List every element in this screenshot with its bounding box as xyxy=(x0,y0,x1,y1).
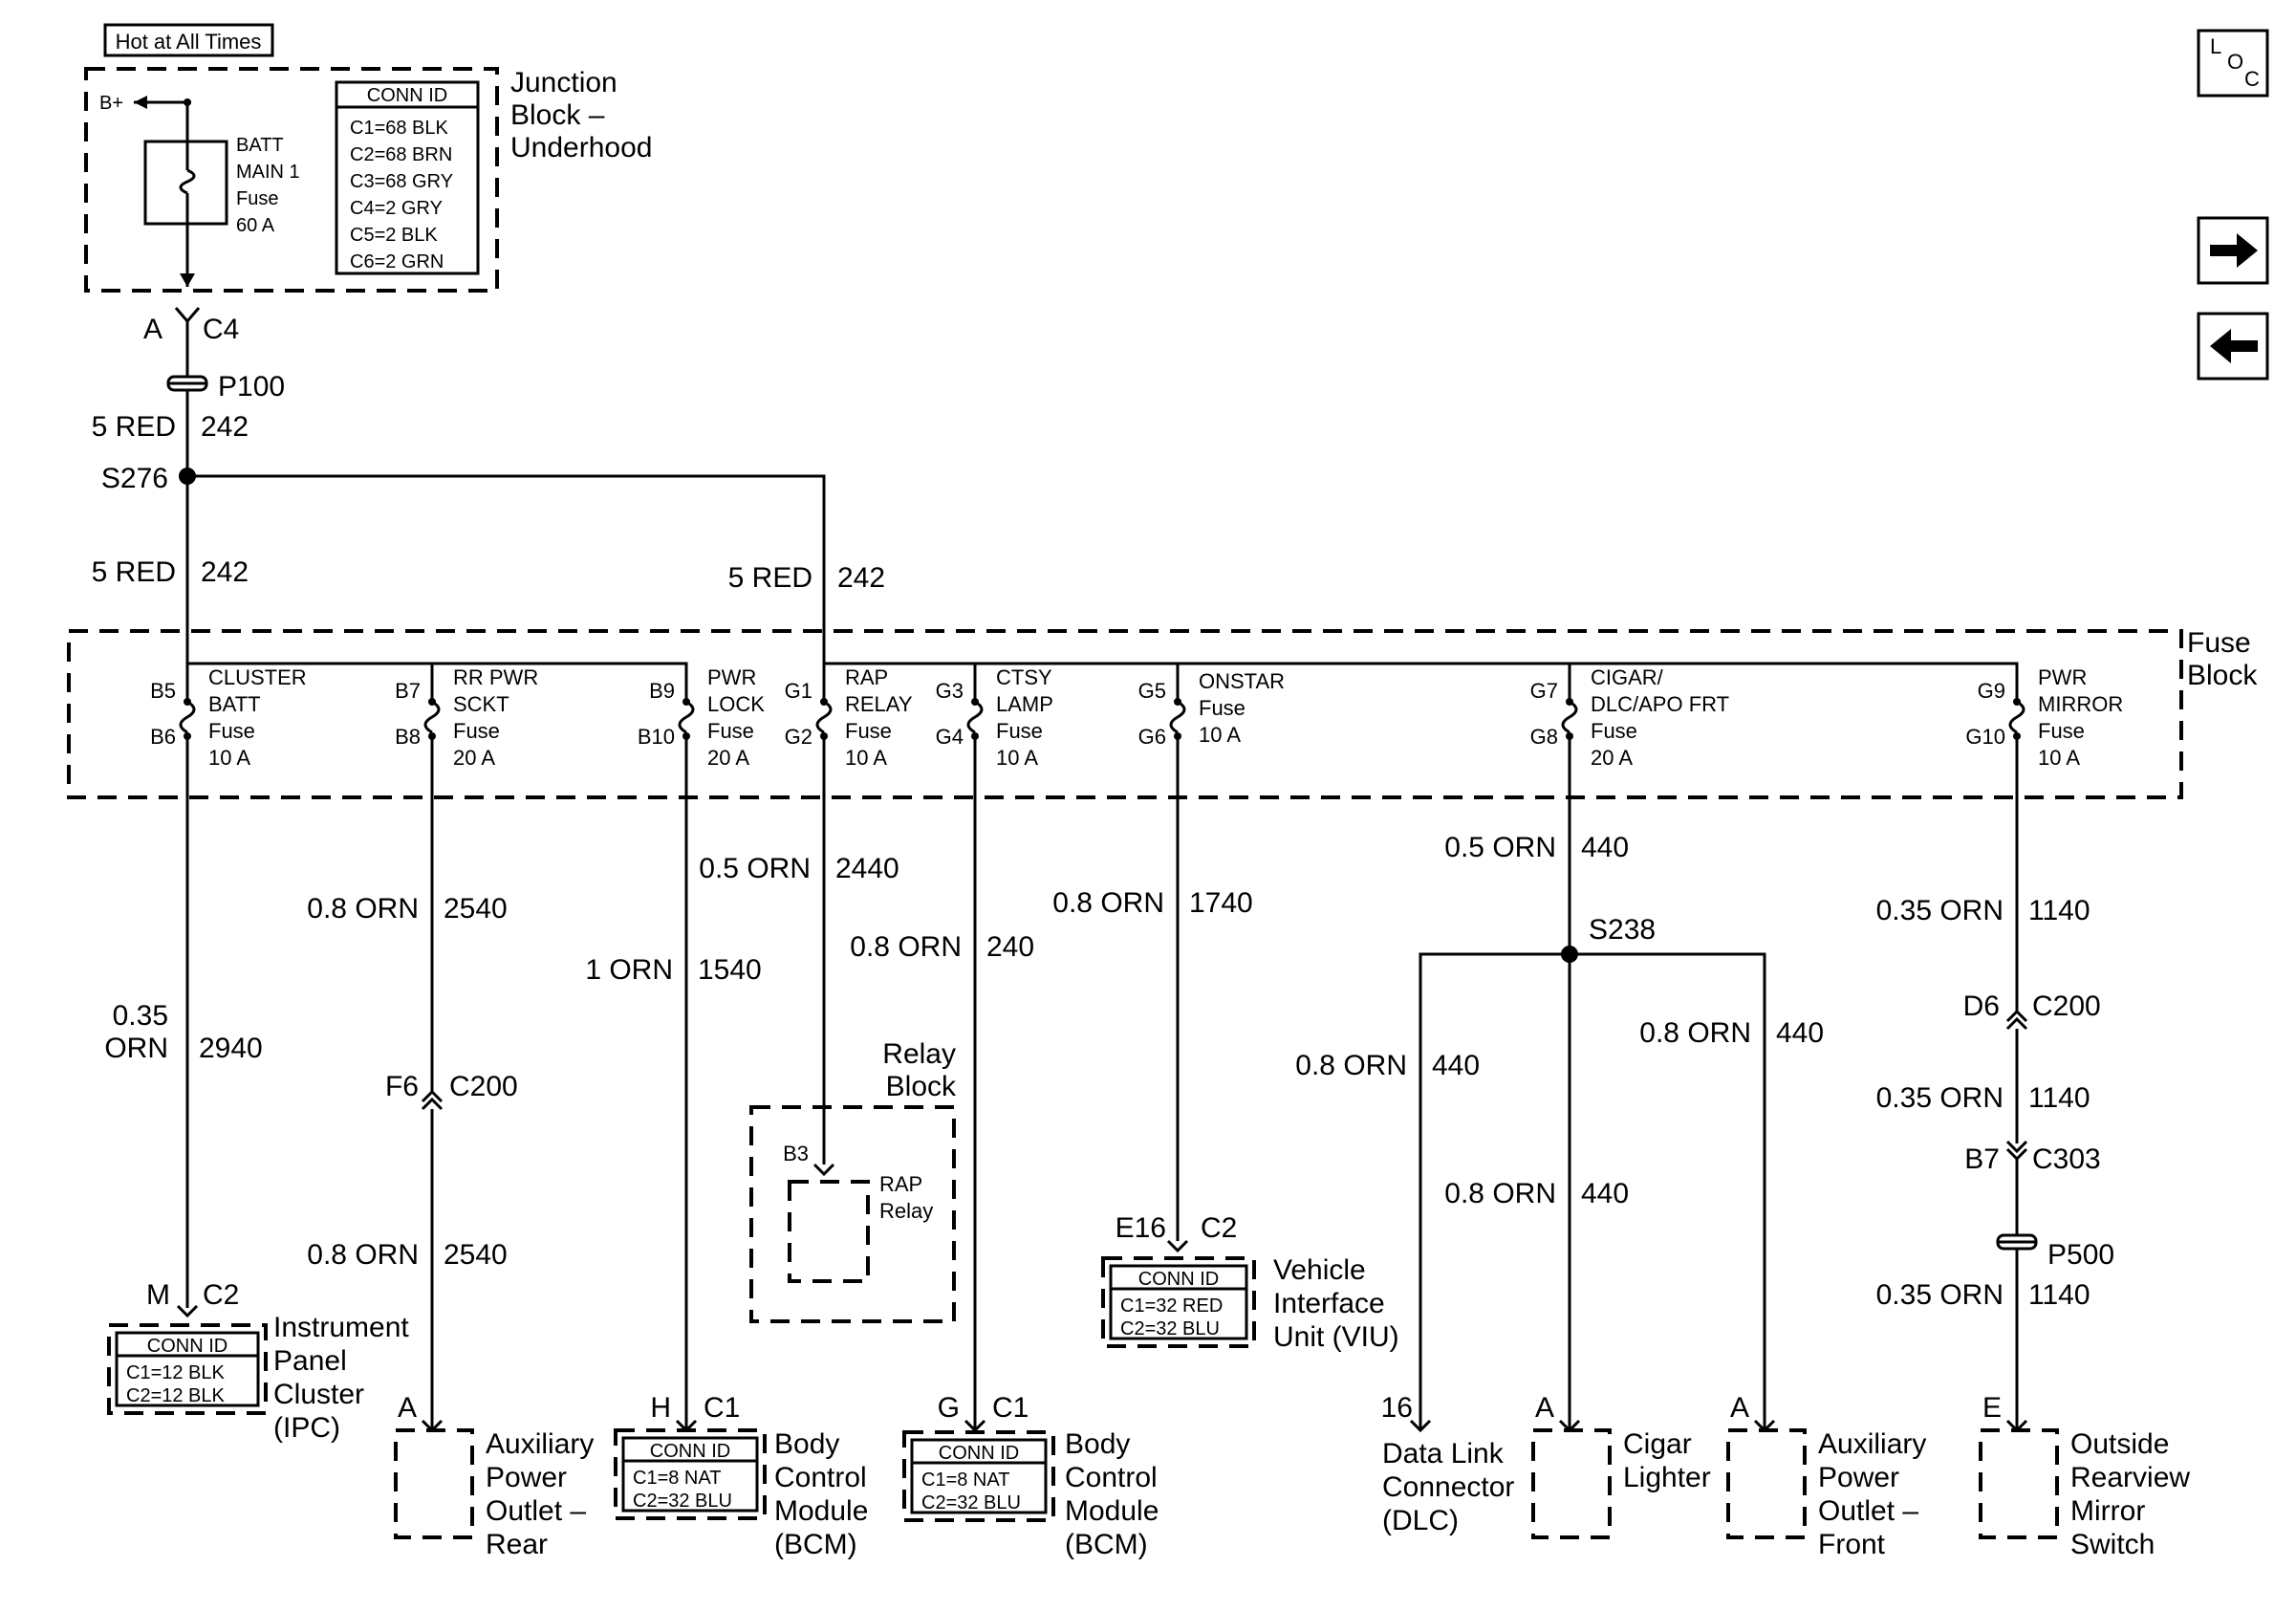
svg-text:Auxiliary: Auxiliary xyxy=(1818,1428,1927,1460)
junction-block-label-2: Block – xyxy=(510,99,605,131)
svg-text:C200: C200 xyxy=(2032,991,2101,1022)
fuse-3 xyxy=(785,665,913,770)
fuse-icon xyxy=(968,702,982,732)
svg-text:10 A: 10 A xyxy=(1199,723,1242,747)
wire-labels xyxy=(104,832,2114,1311)
svg-text:(DLC): (DLC) xyxy=(1382,1505,1459,1536)
svg-text:0.8 ORN: 0.8 ORN xyxy=(1444,1178,1556,1209)
cigar-lighter xyxy=(1533,1392,1711,1537)
junction-conn-id-table xyxy=(336,82,478,273)
svg-text:0.8 ORN: 0.8 ORN xyxy=(307,893,419,925)
svg-text:C3=68 GRY: C3=68 GRY xyxy=(350,171,454,192)
loc-button[interactable] xyxy=(2199,31,2267,96)
svg-text:5 RED: 5 RED xyxy=(91,556,176,588)
svg-text:Module: Module xyxy=(774,1495,869,1527)
svg-text:Instrument: Instrument xyxy=(273,1312,409,1343)
auxiliary-power-outlet-rear xyxy=(396,1392,594,1560)
fuse-icon xyxy=(1563,702,1576,732)
svg-text:440: 440 xyxy=(1432,1050,1481,1081)
svg-text:C5=2 BLK: C5=2 BLK xyxy=(350,225,438,246)
svg-text:Fuse: Fuse xyxy=(2038,719,2085,743)
fuse-1 xyxy=(395,665,538,770)
svg-text:60 A: 60 A xyxy=(236,215,275,236)
svg-text:C1=12 BLK: C1=12 BLK xyxy=(126,1362,225,1383)
fuse-icon xyxy=(425,702,439,732)
svg-text:Outlet –: Outlet – xyxy=(1818,1495,1919,1527)
svg-text:A: A xyxy=(1729,1392,1749,1424)
svg-text:F6: F6 xyxy=(384,1071,419,1102)
svg-text:5 RED: 5 RED xyxy=(91,411,176,443)
svg-text:0.35 ORN: 0.35 ORN xyxy=(1875,1082,2004,1114)
svg-text:G7: G7 xyxy=(1529,679,1558,703)
svg-text:Outlet –: Outlet – xyxy=(486,1495,587,1527)
svg-text:BATT: BATT xyxy=(236,135,284,156)
svg-text:Data Link: Data Link xyxy=(1382,1438,1504,1469)
svg-text:2940: 2940 xyxy=(199,1033,263,1064)
svg-text:RR PWR: RR PWR xyxy=(453,665,539,689)
fuse-2 xyxy=(638,665,765,770)
svg-text:0.35 ORN: 0.35 ORN xyxy=(1875,895,2004,926)
svg-text:Connector: Connector xyxy=(1382,1471,1515,1503)
svg-text:Fuse: Fuse xyxy=(707,719,754,743)
svg-text:C1: C1 xyxy=(992,1392,1029,1424)
svg-text:C2=68 BRN: C2=68 BRN xyxy=(350,144,453,165)
svg-text:M: M xyxy=(146,1279,170,1311)
svg-text:CONN ID: CONN ID xyxy=(938,1443,1020,1464)
data-link-connector xyxy=(1381,1392,1515,1536)
junction-block-label-1: Junction xyxy=(510,67,617,98)
svg-text:B3: B3 xyxy=(783,1142,809,1165)
fuse-6 xyxy=(1530,665,1729,770)
svg-text:CONN ID: CONN ID xyxy=(649,1441,731,1462)
svg-text:0.8 ORN: 0.8 ORN xyxy=(307,1239,419,1271)
svg-text:C2=12 BLK: C2=12 BLK xyxy=(126,1385,225,1406)
svg-text:O: O xyxy=(2227,50,2244,74)
svg-text:LOCK: LOCK xyxy=(707,692,765,716)
relay-block xyxy=(751,1038,957,1321)
svg-text:Fuse: Fuse xyxy=(1199,696,1245,720)
svg-text:Relay: Relay xyxy=(879,1199,934,1223)
svg-text:Rear: Rear xyxy=(486,1529,549,1560)
svg-text:PWR: PWR xyxy=(2038,665,2088,689)
svg-text:1 ORN: 1 ORN xyxy=(585,954,673,986)
svg-text:1140: 1140 xyxy=(2028,895,2090,926)
svg-text:0.8 ORN: 0.8 ORN xyxy=(850,931,962,963)
svg-text:Control: Control xyxy=(774,1462,867,1493)
svg-text:Panel: Panel xyxy=(273,1345,347,1377)
svg-text:Cigar: Cigar xyxy=(1623,1428,1692,1460)
instrument-panel-cluster xyxy=(109,1279,409,1444)
svg-text:440: 440 xyxy=(1581,1178,1630,1209)
body-control-module-2 xyxy=(904,1392,1159,1560)
outside-rearview-mirror-switch xyxy=(1981,1392,2190,1560)
svg-text:G: G xyxy=(937,1392,960,1424)
svg-text:G6: G6 xyxy=(1137,725,1166,749)
svg-text:B8: B8 xyxy=(395,725,421,749)
fuse-icon xyxy=(817,702,831,732)
svg-text:RAP: RAP xyxy=(845,665,889,689)
svg-text:Fuse: Fuse xyxy=(453,719,500,743)
fuse-icon xyxy=(181,702,194,732)
svg-text:G5: G5 xyxy=(1137,679,1166,703)
svg-text:E16: E16 xyxy=(1115,1212,1166,1244)
svg-text:240: 240 xyxy=(986,931,1035,963)
svg-text:242: 242 xyxy=(201,556,249,588)
svg-text:C2: C2 xyxy=(203,1279,240,1311)
svg-text:B7: B7 xyxy=(395,679,421,703)
svg-text:C2=32 BLU: C2=32 BLU xyxy=(921,1492,1021,1513)
body-control-module-1 xyxy=(616,1392,868,1560)
svg-text:0.8 ORN: 0.8 ORN xyxy=(1052,887,1164,919)
svg-text:440: 440 xyxy=(1776,1017,1825,1049)
svg-text:Hot at All Times: Hot at All Times xyxy=(115,30,262,54)
svg-text:D6: D6 xyxy=(1962,991,2000,1022)
bplus-label: B+ xyxy=(99,93,124,114)
svg-text:P500: P500 xyxy=(2047,1239,2115,1271)
svg-text:LAMP: LAMP xyxy=(996,692,1053,716)
svg-text:MAIN 1: MAIN 1 xyxy=(236,162,300,183)
svg-text:C200: C200 xyxy=(449,1071,518,1102)
svg-text:Vehicle: Vehicle xyxy=(1273,1254,1366,1286)
svg-text:Control: Control xyxy=(1065,1462,1158,1493)
svg-text:(IPC): (IPC) xyxy=(273,1412,340,1444)
svg-text:C1=32 RED: C1=32 RED xyxy=(1120,1295,1224,1317)
svg-text:L: L xyxy=(2210,34,2222,58)
svg-text:C2=32 BLU: C2=32 BLU xyxy=(1120,1318,1220,1339)
svg-text:Auxiliary: Auxiliary xyxy=(486,1428,595,1460)
svg-text:BATT: BATT xyxy=(208,692,261,716)
svg-text:C2=32 BLU: C2=32 BLU xyxy=(633,1491,732,1512)
svg-text:CONN ID: CONN ID xyxy=(366,85,448,106)
fuse-icon xyxy=(680,702,693,732)
svg-text:10 A: 10 A xyxy=(996,746,1039,770)
svg-text:Power: Power xyxy=(486,1462,568,1493)
svg-text:C2: C2 xyxy=(1201,1212,1238,1244)
svg-text:S276: S276 xyxy=(100,463,168,494)
svg-text:0.8 ORN: 0.8 ORN xyxy=(1295,1050,1407,1081)
svg-text:440: 440 xyxy=(1581,832,1630,863)
fuse-0 xyxy=(150,665,307,770)
svg-text:1140: 1140 xyxy=(2028,1279,2090,1311)
svg-text:5 RED: 5 RED xyxy=(727,562,812,594)
svg-text:C1=68 BLK: C1=68 BLK xyxy=(350,118,448,139)
svg-text:E: E xyxy=(1982,1392,2002,1424)
auxiliary-power-outlet-front xyxy=(1728,1392,1926,1560)
svg-text:RAP: RAP xyxy=(879,1172,923,1196)
svg-text:20 A: 20 A xyxy=(453,746,496,770)
svg-text:C1=8 NAT: C1=8 NAT xyxy=(633,1468,722,1489)
svg-text:Fuse: Fuse xyxy=(996,719,1043,743)
svg-text:Outside: Outside xyxy=(2070,1428,2170,1460)
svg-text:Block: Block xyxy=(885,1071,956,1102)
svg-text:C6=2 GRN: C6=2 GRN xyxy=(350,251,444,272)
svg-text:G10: G10 xyxy=(1965,725,2005,749)
svg-text:S238: S238 xyxy=(1589,914,1657,946)
svg-text:G3: G3 xyxy=(935,679,964,703)
fuse-icon xyxy=(1171,702,1184,732)
svg-text:242: 242 xyxy=(837,562,886,594)
svg-text:C303: C303 xyxy=(2032,1143,2101,1175)
svg-text:0.5 ORN: 0.5 ORN xyxy=(699,853,811,884)
svg-text:MIRROR: MIRROR xyxy=(2038,692,2124,716)
svg-text:G9: G9 xyxy=(1977,679,2005,703)
svg-text:(BCM): (BCM) xyxy=(1065,1529,1148,1560)
svg-text:(BCM): (BCM) xyxy=(774,1529,857,1560)
svg-text:242: 242 xyxy=(201,411,249,443)
svg-text:SCKT: SCKT xyxy=(453,692,509,716)
svg-text:Body: Body xyxy=(1065,1428,1131,1460)
svg-text:Module: Module xyxy=(1065,1495,1159,1527)
svg-text:2440: 2440 xyxy=(835,853,899,884)
svg-text:CTSY: CTSY xyxy=(996,665,1052,689)
svg-text:20 A: 20 A xyxy=(707,746,750,770)
svg-text:B10: B10 xyxy=(637,725,675,749)
svg-text:Cluster: Cluster xyxy=(273,1379,365,1410)
svg-text:Fuse: Fuse xyxy=(236,188,279,209)
svg-text:0.5 ORN: 0.5 ORN xyxy=(1444,832,1556,863)
svg-text:Fuse: Fuse xyxy=(1591,719,1637,743)
arrow-right-icon[interactable] xyxy=(2199,218,2267,283)
svg-text:Front: Front xyxy=(1818,1529,1886,1560)
svg-text:C: C xyxy=(2244,67,2260,91)
svg-text:P100: P100 xyxy=(218,371,286,403)
svg-text:Interface: Interface xyxy=(1273,1288,1385,1319)
svg-text:1740: 1740 xyxy=(1189,887,1253,919)
svg-text:A: A xyxy=(1534,1392,1554,1424)
svg-text:1140: 1140 xyxy=(2028,1082,2090,1114)
svg-text:Lighter: Lighter xyxy=(1623,1462,1711,1493)
svg-text:C4=2 GRY: C4=2 GRY xyxy=(350,198,443,219)
fuse-4 xyxy=(936,665,1053,770)
main-feed xyxy=(92,308,885,664)
svg-text:C1=8 NAT: C1=8 NAT xyxy=(921,1469,1010,1491)
svg-text:H: H xyxy=(650,1392,671,1424)
svg-text:Rearview: Rearview xyxy=(2070,1462,2191,1493)
svg-text:G8: G8 xyxy=(1529,725,1558,749)
svg-text:A: A xyxy=(142,314,162,345)
svg-text:Fuse: Fuse xyxy=(208,719,255,743)
svg-text:B7: B7 xyxy=(1964,1143,2000,1175)
svg-text:16: 16 xyxy=(1380,1392,1413,1424)
arrow-left-icon[interactable] xyxy=(2199,314,2267,379)
svg-text:ONSTAR: ONSTAR xyxy=(1199,669,1286,693)
svg-text:Mirror: Mirror xyxy=(2070,1495,2146,1527)
svg-text:CLUSTER: CLUSTER xyxy=(208,665,307,689)
svg-text:PWR: PWR xyxy=(707,665,757,689)
svg-text:CIGAR/: CIGAR/ xyxy=(1591,665,1663,689)
svg-text:Relay: Relay xyxy=(882,1038,956,1070)
svg-text:C1: C1 xyxy=(704,1392,741,1424)
svg-text:CONN ID: CONN ID xyxy=(146,1336,228,1357)
svg-text:B5: B5 xyxy=(150,679,176,703)
junction-block-label-3: Underhood xyxy=(510,132,653,163)
svg-text:10 A: 10 A xyxy=(2038,746,2081,770)
junction-block-underhood xyxy=(86,67,652,291)
vehicle-interface-unit xyxy=(1103,1212,1399,1353)
svg-text:2540: 2540 xyxy=(444,893,508,925)
svg-text:Body: Body xyxy=(774,1428,840,1460)
fuse-7 xyxy=(1965,665,2123,770)
fuse-block xyxy=(69,627,2258,797)
svg-text:C4: C4 xyxy=(203,314,240,345)
svg-text:G4: G4 xyxy=(935,725,964,749)
ipc-wire-gauge: 0.35 ORN xyxy=(104,1000,168,1064)
svg-text:RELAY: RELAY xyxy=(845,692,913,716)
svg-text:0.8 ORN: 0.8 ORN xyxy=(1639,1017,1751,1049)
svg-text:Power: Power xyxy=(1818,1462,1900,1493)
svg-text:Block: Block xyxy=(2187,660,2258,691)
svg-text:0.35 ORN: 0.35 ORN xyxy=(1875,1279,2004,1311)
hot-at-all-times-label xyxy=(105,25,272,55)
svg-text:Fuse: Fuse xyxy=(845,719,892,743)
connector-c4-symbol xyxy=(176,308,199,321)
svg-text:1540: 1540 xyxy=(698,954,762,986)
svg-text:B9: B9 xyxy=(649,679,675,703)
svg-text:20 A: 20 A xyxy=(1591,746,1634,770)
fuse-5 xyxy=(1138,669,1285,749)
fuse-icon xyxy=(2010,702,2024,732)
svg-text:G2: G2 xyxy=(784,725,812,749)
svg-text:Unit (VIU): Unit (VIU) xyxy=(1273,1321,1399,1353)
svg-text:DLC/APO FRT: DLC/APO FRT xyxy=(1591,692,1730,716)
svg-text:Fuse: Fuse xyxy=(2187,627,2251,659)
svg-text:2540: 2540 xyxy=(444,1239,508,1271)
svg-text:B6: B6 xyxy=(150,725,176,749)
svg-text:Switch: Switch xyxy=(2070,1529,2155,1560)
svg-text:A: A xyxy=(397,1392,417,1424)
svg-text:10 A: 10 A xyxy=(208,746,251,770)
svg-text:G1: G1 xyxy=(784,679,812,703)
svg-text:CONN ID: CONN ID xyxy=(1137,1269,1220,1290)
svg-text:10 A: 10 A xyxy=(845,746,888,770)
